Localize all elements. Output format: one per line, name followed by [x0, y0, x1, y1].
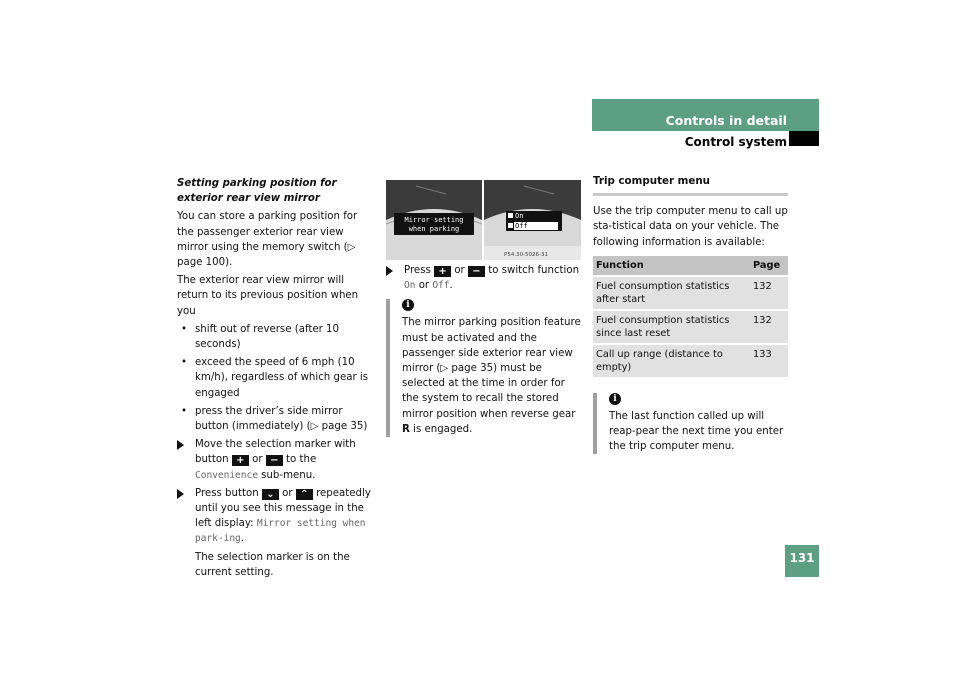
- table-cell: 132: [750, 311, 788, 343]
- up-arrow-button-icon: ⌃: [296, 489, 313, 500]
- table-row: [593, 277, 788, 309]
- section-title: Controls in detail: [665, 113, 787, 128]
- column-header: Function: [593, 256, 750, 275]
- middle-column: [386, 263, 584, 437]
- paragraph: You can store a parking position for the passenger exterior rear view mirror using the memory switch (▷ page 100).: [177, 211, 358, 269]
- section-heading: Setting parking position for exterior rear view mirror: [177, 178, 337, 205]
- right-column: [593, 174, 788, 454]
- paragraph: Use the trip computer menu to call up sta-tistical data on your vehicle. The following information is available:: [593, 206, 788, 248]
- image-code: P54.30-5026-31: [504, 252, 549, 258]
- plus-button-icon: +: [434, 266, 451, 277]
- function-table: [593, 254, 788, 379]
- section-heading: Trip computer menu: [593, 174, 788, 196]
- display-line-1: Mirror setting: [404, 216, 464, 224]
- info-note: [593, 393, 788, 455]
- down-arrow-button-icon: ⌄: [262, 489, 279, 500]
- instruction-step: Press button ⌄ or ⌃ repeatedly until you see this message in the left display: Mirror setting when park-ing.: [177, 486, 375, 547]
- page-header: [592, 99, 819, 149]
- paragraph: The selection marker is on the current setting.: [195, 551, 350, 578]
- table-header-row: [593, 256, 788, 275]
- info-icon: i: [609, 393, 621, 405]
- list-item: • shift out of reverse (after 10 seconds): [181, 323, 340, 351]
- step-arrow-icon: [177, 440, 184, 450]
- table-cell: 133: [750, 345, 788, 377]
- table-cell: Fuel consumption statistics after start: [593, 277, 750, 309]
- instruction-step: Press + or − to switch function On or Off.: [386, 263, 584, 293]
- column-header: Page: [750, 256, 788, 275]
- table-row: [593, 311, 788, 343]
- header-marker: [789, 131, 819, 146]
- info-bar: [593, 393, 597, 455]
- step-arrow-icon: [386, 266, 393, 276]
- table-cell: Fuel consumption statistics since last reset: [593, 311, 750, 343]
- left-display-image: [386, 180, 482, 260]
- table-cell: Call up range (distance to empty): [593, 345, 750, 377]
- right-display-image: [484, 180, 581, 260]
- paragraph: The exterior rear view mirror will return to its previous position when you: [177, 275, 359, 317]
- left-display-svg: [386, 180, 482, 260]
- step-arrow-icon: [177, 489, 184, 499]
- info-text: The last function called up will reap-pear the next time you enter the trip computer menu.: [609, 410, 784, 453]
- right-display-svg: [484, 180, 581, 260]
- list-item: • exceed the speed of 6 mph (10 km/h), regardless of which gear is engaged: [181, 357, 369, 399]
- plus-button-icon: +: [232, 455, 249, 466]
- info-icon: i: [402, 299, 414, 311]
- table-cell: 132: [750, 277, 788, 309]
- minus-button-icon: −: [266, 455, 283, 466]
- display-illustration: [386, 180, 581, 260]
- info-text: The mirror parking position feature must be activated and the passenger side exterior rear view mirror (▷ page 35) must be selected at the time in order for the system to recall the stored mirror position when reverse gear R is engaged.: [402, 317, 581, 435]
- option-on: On: [515, 212, 524, 220]
- info-note: [386, 299, 584, 437]
- table-row: [593, 345, 788, 377]
- left-column: [177, 176, 375, 583]
- instruction-step: Move the selection marker with button + or − to the Convenience sub-menu.: [177, 437, 375, 483]
- list-item: • press the driver’s side mirror button (immediately) (▷ page 35): [181, 405, 368, 433]
- info-bar: [386, 299, 390, 437]
- subsection-title: Control system: [684, 135, 787, 149]
- page-number: 131: [785, 545, 819, 577]
- display-line-2: when parking: [408, 225, 460, 233]
- option-off: Off: [515, 222, 528, 230]
- minus-button-icon: −: [468, 266, 485, 277]
